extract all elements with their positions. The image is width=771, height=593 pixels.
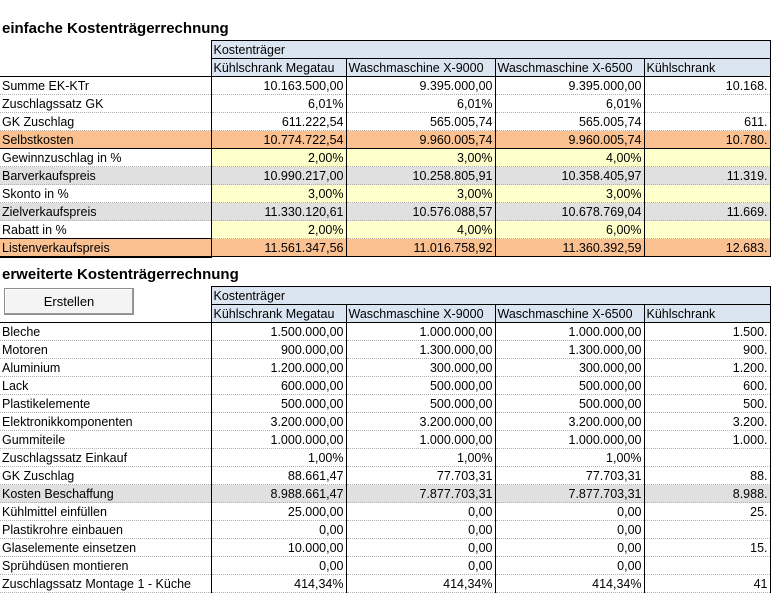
row-label-cell[interactable]: Zuschlagssatz Einkauf	[0, 449, 211, 467]
table-row	[0, 203, 770, 221]
value-cell[interactable]: 11.561.347,56	[211, 239, 346, 257]
value-cell[interactable]: 611.	[644, 113, 770, 131]
value-cell[interactable]: 3,00%	[211, 185, 346, 203]
row-label-cell[interactable]: GK Zuschlag	[0, 467, 211, 485]
value-cell[interactable]: 500.000,00	[495, 377, 644, 395]
value-cell[interactable]: 25.000,00	[211, 503, 346, 521]
group-header-row	[0, 287, 770, 305]
row-label-cell[interactable]: Summe EK-KTr	[0, 77, 211, 95]
column-header[interactable]: Kühlschrank	[644, 305, 770, 323]
column-header[interactable]: Kühlschrank Megatau	[211, 305, 346, 323]
value-cell[interactable]: 600.	[644, 377, 770, 395]
value-cell[interactable]: 0,00	[346, 539, 495, 557]
value-cell[interactable]: 11.016.758,92	[346, 239, 495, 257]
value-cell[interactable]: 9.960.005,74	[346, 131, 495, 149]
value-cell[interactable]: 11.360.392,59	[495, 239, 644, 257]
value-cell[interactable]: 3.200.	[644, 413, 770, 431]
row-label-cell[interactable]: Motoren	[0, 341, 211, 359]
value-cell[interactable]: 1.000.	[644, 431, 770, 449]
value-cell[interactable]: 565.005,74	[346, 113, 495, 131]
table-row	[0, 377, 770, 395]
value-cell[interactable]: 10.774.722,54	[211, 131, 346, 149]
value-cell[interactable]: 10.678.769,04	[495, 203, 644, 221]
row-label-cell[interactable]: Elektronikkomponenten	[0, 413, 211, 431]
row-label-cell[interactable]: Selbstkosten	[0, 131, 211, 149]
value-cell[interactable]: 41	[644, 575, 770, 593]
value-cell[interactable]: 1.000.000,00	[495, 431, 644, 449]
table-row	[0, 113, 770, 131]
value-cell[interactable]: 10.163.500,00	[211, 77, 346, 95]
value-cell[interactable]: 11.330.120,61	[211, 203, 346, 221]
value-cell[interactable]: 1.500.	[644, 323, 770, 341]
row-label-cell[interactable]: Kosten Beschaffung	[0, 485, 211, 503]
value-cell[interactable]: 0,00	[495, 521, 644, 539]
value-cell[interactable]	[644, 557, 770, 575]
table-row	[0, 539, 770, 557]
value-cell[interactable]: 611.222,54	[211, 113, 346, 131]
table-row	[0, 221, 770, 239]
value-cell[interactable]: 300.000,00	[346, 359, 495, 377]
value-cell[interactable]: 1.000.000,00	[211, 431, 346, 449]
extended-cost-table	[0, 286, 771, 593]
table-row	[0, 95, 770, 113]
value-cell[interactable]: 414,34%	[211, 575, 346, 593]
table-row	[0, 149, 770, 167]
value-cell[interactable]: 11.319.	[644, 167, 770, 185]
value-cell[interactable]: 8.988.661,47	[211, 485, 346, 503]
table-row	[0, 431, 770, 449]
value-cell[interactable]	[644, 221, 770, 239]
value-cell[interactable]: 0,00	[211, 521, 346, 539]
value-cell[interactable]: 0,00	[495, 539, 644, 557]
table-row	[0, 449, 770, 467]
row-label-cell[interactable]: Zuschlagssatz GK	[0, 95, 211, 113]
value-cell[interactable]: 4,00%	[495, 149, 644, 167]
table-row	[0, 575, 770, 593]
table-row	[0, 167, 770, 185]
row-label-cell[interactable]: GK Zuschlag	[0, 113, 211, 131]
row-label-cell[interactable]: Zuschlagssatz Montage 1 - Küche	[0, 575, 211, 593]
value-cell[interactable]: 9.395.000,00	[495, 77, 644, 95]
column-header[interactable]: Kühlschrank Megatau	[211, 59, 346, 77]
value-cell[interactable]: 9.395.000,00	[346, 77, 495, 95]
value-cell[interactable]: 0,00	[495, 503, 644, 521]
value-cell[interactable]: 77.703,31	[346, 467, 495, 485]
value-cell[interactable]: 3,00%	[346, 185, 495, 203]
value-cell[interactable]: 10.576.088,57	[346, 203, 495, 221]
table-row	[0, 557, 770, 575]
value-cell[interactable]: 10.168.	[644, 77, 770, 95]
value-cell[interactable]: 6,01%	[211, 95, 346, 113]
value-cell[interactable]	[644, 185, 770, 203]
row-label-cell[interactable]: Barverkaufspreis	[0, 167, 211, 185]
value-cell[interactable]: 600.000,00	[211, 377, 346, 395]
value-cell[interactable]: 6,01%	[495, 95, 644, 113]
group-header: Kostenträger	[211, 41, 770, 59]
value-cell[interactable]: 500.000,00	[346, 377, 495, 395]
value-cell[interactable]: 88.	[644, 467, 770, 485]
value-cell[interactable]: 1.000.000,00	[346, 323, 495, 341]
value-cell[interactable]: 2,00%	[211, 221, 346, 239]
value-cell[interactable]: 10.000,00	[211, 539, 346, 557]
value-cell[interactable]: 12.683.	[644, 239, 770, 257]
value-cell[interactable]: 15.	[644, 539, 770, 557]
value-cell[interactable]: 0,00	[346, 557, 495, 575]
value-cell[interactable]: 6,00%	[495, 221, 644, 239]
value-cell[interactable]: 500.000,00	[211, 395, 346, 413]
value-cell[interactable]: 3.200.000,00	[495, 413, 644, 431]
value-cell[interactable]: 300.000,00	[495, 359, 644, 377]
table-row	[0, 395, 770, 413]
value-cell[interactable]: 25.	[644, 503, 770, 521]
value-cell[interactable]	[644, 521, 770, 539]
table-row	[0, 467, 770, 485]
value-cell[interactable]: 10.990.217,00	[211, 167, 346, 185]
table-row	[0, 503, 770, 521]
table-row	[0, 239, 770, 257]
table-row	[0, 485, 770, 503]
corner-cell	[0, 41, 211, 59]
value-cell[interactable]: 3.200.000,00	[346, 413, 495, 431]
value-cell[interactable]: 10.780.	[644, 131, 770, 149]
value-cell[interactable]	[644, 449, 770, 467]
row-label-cell[interactable]: Rabatt in %	[0, 221, 211, 239]
value-cell[interactable]: 1.200.000,00	[211, 359, 346, 377]
value-cell[interactable]: 414,34%	[346, 575, 495, 593]
value-cell[interactable]: 0,00	[346, 503, 495, 521]
row-label-cell[interactable]: Gummiteile	[0, 431, 211, 449]
value-cell[interactable]: 500.000,00	[346, 395, 495, 413]
value-cell[interactable]: 1.300.000,00	[495, 341, 644, 359]
value-cell[interactable]: 500.000,00	[495, 395, 644, 413]
value-cell[interactable]: 500.	[644, 395, 770, 413]
value-cell[interactable]: 0,00	[211, 557, 346, 575]
value-cell[interactable]: 3,00%	[495, 185, 644, 203]
value-cell[interactable]: 0,00	[346, 521, 495, 539]
value-cell[interactable]: 3.200.000,00	[211, 413, 346, 431]
table-row	[0, 359, 770, 377]
value-cell[interactable]: 77.703,31	[495, 467, 644, 485]
value-cell[interactable]: 1.200.	[644, 359, 770, 377]
value-cell[interactable]: 1,00%	[346, 449, 495, 467]
row-label-cell[interactable]: Gewinnzuschlag in %	[0, 149, 211, 167]
value-cell[interactable]: 88.661,47	[211, 467, 346, 485]
table-row	[0, 521, 770, 539]
column-header[interactable]: Kühlschrank	[644, 59, 770, 77]
value-cell[interactable]: 900.000,00	[211, 341, 346, 359]
table-row	[0, 185, 770, 203]
row-label-cell[interactable]: Listenverkaufspreis	[0, 239, 211, 257]
create-button[interactable]: Erstellen	[4, 288, 134, 315]
row-label-cell[interactable]: Plastikelemente	[0, 395, 211, 413]
column-header[interactable]: Waschmaschine X-9000	[346, 59, 495, 77]
value-cell[interactable]: 1.000.000,00	[495, 323, 644, 341]
value-cell[interactable]: 1.300.000,00	[346, 341, 495, 359]
column-header[interactable]: Waschmaschine X-6500	[495, 59, 644, 77]
column-header[interactable]: Waschmaschine X-6500	[495, 305, 644, 323]
table-row	[0, 131, 770, 149]
table-row	[0, 413, 770, 431]
row-label-cell[interactable]: Zielverkaufspreis	[0, 203, 211, 221]
corner-cell	[0, 287, 211, 305]
value-cell[interactable]: 10.358.405,97	[495, 167, 644, 185]
row-label-cell[interactable]: Aluminium	[0, 359, 211, 377]
value-cell[interactable]: 10.258.805,91	[346, 167, 495, 185]
section1-title: einfache Kostenträgerrechnung	[2, 20, 229, 37]
value-cell[interactable]: 4,00%	[346, 221, 495, 239]
value-cell[interactable]: 7.877.703,31	[346, 485, 495, 503]
table-row	[0, 77, 770, 95]
value-cell[interactable]: 900.	[644, 341, 770, 359]
value-cell[interactable]: 9.960.005,74	[495, 131, 644, 149]
value-cell[interactable]: 2,00%	[211, 149, 346, 167]
value-cell[interactable]: 0,00	[495, 557, 644, 575]
simple-cost-table	[0, 40, 771, 257]
row-label-cell[interactable]: Plastikrohre einbauen	[0, 521, 211, 539]
value-cell[interactable]: 1.000.000,00	[346, 431, 495, 449]
value-cell[interactable]: 565.005,74	[495, 113, 644, 131]
row-label-cell[interactable]: Lack	[0, 377, 211, 395]
value-cell[interactable]: 7.877.703,31	[495, 485, 644, 503]
value-cell[interactable]: 8.988.	[644, 485, 770, 503]
value-cell[interactable]: 1.500.000,00	[211, 323, 346, 341]
value-cell[interactable]: 414,34%	[495, 575, 644, 593]
value-cell[interactable]	[644, 149, 770, 167]
value-cell[interactable]	[644, 95, 770, 113]
section2-title: erweiterte Kostenträgerrechnung	[2, 266, 239, 283]
table-row	[0, 323, 770, 341]
group-header-row	[0, 41, 770, 59]
value-cell[interactable]: 1,00%	[211, 449, 346, 467]
row-label-cell[interactable]: Glaselemente einsetzen	[0, 539, 211, 557]
table-row	[0, 341, 770, 359]
value-cell[interactable]: 3,00%	[346, 149, 495, 167]
column-header[interactable]: Waschmaschine X-9000	[346, 305, 495, 323]
row-label-cell[interactable]: Kühlmittel einfüllen	[0, 503, 211, 521]
column-header-row	[0, 59, 770, 77]
row-label-cell[interactable]: Sprühdüsen montieren	[0, 557, 211, 575]
group-header: Kostenträger	[211, 287, 770, 305]
corner-cell	[0, 305, 211, 323]
value-cell[interactable]: 11.669.	[644, 203, 770, 221]
value-cell[interactable]: 6,01%	[346, 95, 495, 113]
corner-cell	[0, 59, 211, 77]
column-header-row	[0, 305, 770, 323]
value-cell[interactable]: 1,00%	[495, 449, 644, 467]
row-label-cell[interactable]: Skonto in %	[0, 185, 211, 203]
row-label-cell[interactable]: Bleche	[0, 323, 211, 341]
